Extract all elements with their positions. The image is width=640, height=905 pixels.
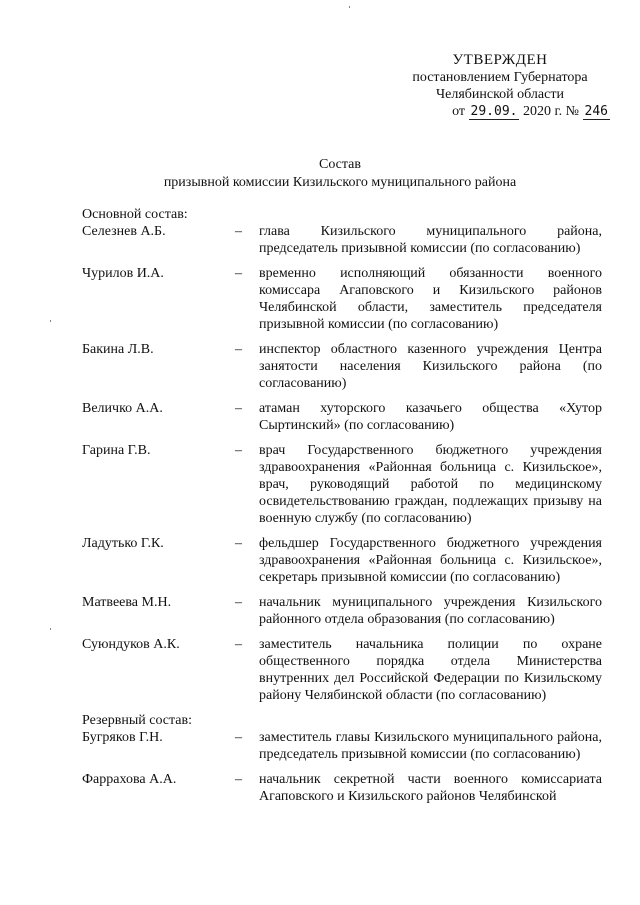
member-name: Гарина Г.В. — [82, 443, 151, 458]
date-prefix: от — [452, 104, 466, 119]
approval-title: УТВЕРЖДЕН — [452, 52, 548, 68]
member-description: заместитель главы Кизильского муниципального района, председатель призывной комиссии (по согласованию) — [259, 730, 602, 762]
dash-separator: – — [235, 443, 242, 458]
approval-line1: постановлением Губернатора — [412, 70, 588, 85]
document-heading — [80, 156, 600, 192]
member-row — [82, 729, 602, 763]
scan-speck — [349, 6, 350, 8]
member-name: Бакина Л.В. — [82, 342, 154, 357]
approval-block — [390, 52, 610, 120]
member-description: фельдшер Государственного бюджетного учреждения здравоохранения «Районная больница с. Кизильское», секретарь призывной комиссии (по согласованию) — [259, 536, 602, 585]
member-description: начальник секретной части военного комиссариата Агаповского и Кизильского районов Челябинской — [259, 772, 602, 804]
member-row — [82, 400, 602, 434]
dash-separator: – — [235, 224, 242, 239]
decree-number: 246 — [584, 104, 608, 119]
dash-separator: – — [235, 595, 242, 610]
member-row — [82, 442, 602, 527]
dash-separator: – — [235, 536, 242, 551]
reserve-section-label: Резервный состав: — [82, 713, 193, 728]
dash-separator: – — [235, 401, 242, 416]
member-name: Селезнев А.Б. — [82, 224, 166, 239]
member-description: врач Государственного бюджетного учреждения здравоохранения «Районная больница с. Кизильское», врач, руководящий работой по медицинскому освидетельствованию граждан, подлежащих призыву на военную службу (по согласованию) — [259, 443, 602, 526]
member-row — [82, 265, 602, 333]
dash-separator: – — [235, 772, 242, 787]
member-description: временно исполняющий обязанности военного комиссара Агаповского и Кизильского районов Челябинской области, заместитель председателя призывной комиссии (по согласованию) — [259, 266, 602, 332]
dash-separator: – — [235, 342, 242, 357]
date-year: 2020 г. № — [522, 104, 580, 119]
member-row — [82, 594, 602, 628]
member-name: Фаррахова А.А. — [82, 772, 177, 787]
main-section-label: Основной состав: — [82, 207, 188, 222]
date-value: 29.09. — [470, 104, 518, 119]
member-description: начальник муниципального учреждения Кизильского районного отдела образования (по согласованию) — [259, 595, 602, 627]
approval-line2: Челябинской области — [436, 87, 564, 102]
heading-line1: Состав — [318, 157, 361, 172]
approval-date-line — [390, 103, 610, 120]
dash-separator: – — [235, 730, 242, 745]
member-row — [82, 223, 602, 257]
member-description: атаман хуторского казачьего общества «Хутор Сыртинский» (по согласованию) — [259, 401, 602, 433]
heading-line2: призывной комиссии Кизильского муниципального района — [163, 175, 517, 190]
member-name: Бугряков Г.Н. — [82, 730, 163, 745]
member-name: Матвеева М.Н. — [82, 595, 172, 610]
member-name: Ладутько Г.К. — [82, 536, 164, 551]
dash-separator: – — [235, 266, 242, 281]
scan-speck — [50, 320, 51, 322]
member-row — [82, 771, 602, 805]
member-name: Величко А.А. — [82, 401, 163, 416]
commission-list — [82, 206, 602, 813]
member-name: Чурилов И.А. — [82, 266, 164, 281]
member-description: заместитель начальника полиции по охране общественного порядка отдела Министерства внутренних дел Российской Федерации по Кизильскому району Челябинской области (по согласованию) — [259, 637, 602, 703]
member-description: инспектор областного казенного учреждения Центра занятости населения Кизильского района (по согласованию) — [259, 342, 602, 391]
member-name: Суюндуков А.К. — [82, 637, 180, 652]
member-row — [82, 341, 602, 392]
dash-separator: – — [235, 637, 242, 652]
scan-speck — [50, 628, 51, 630]
member-row — [82, 535, 602, 586]
member-row — [82, 636, 602, 704]
member-description: глава Кизильского муниципального района, председатель призывной комиссии (по согласованию) — [259, 224, 602, 256]
